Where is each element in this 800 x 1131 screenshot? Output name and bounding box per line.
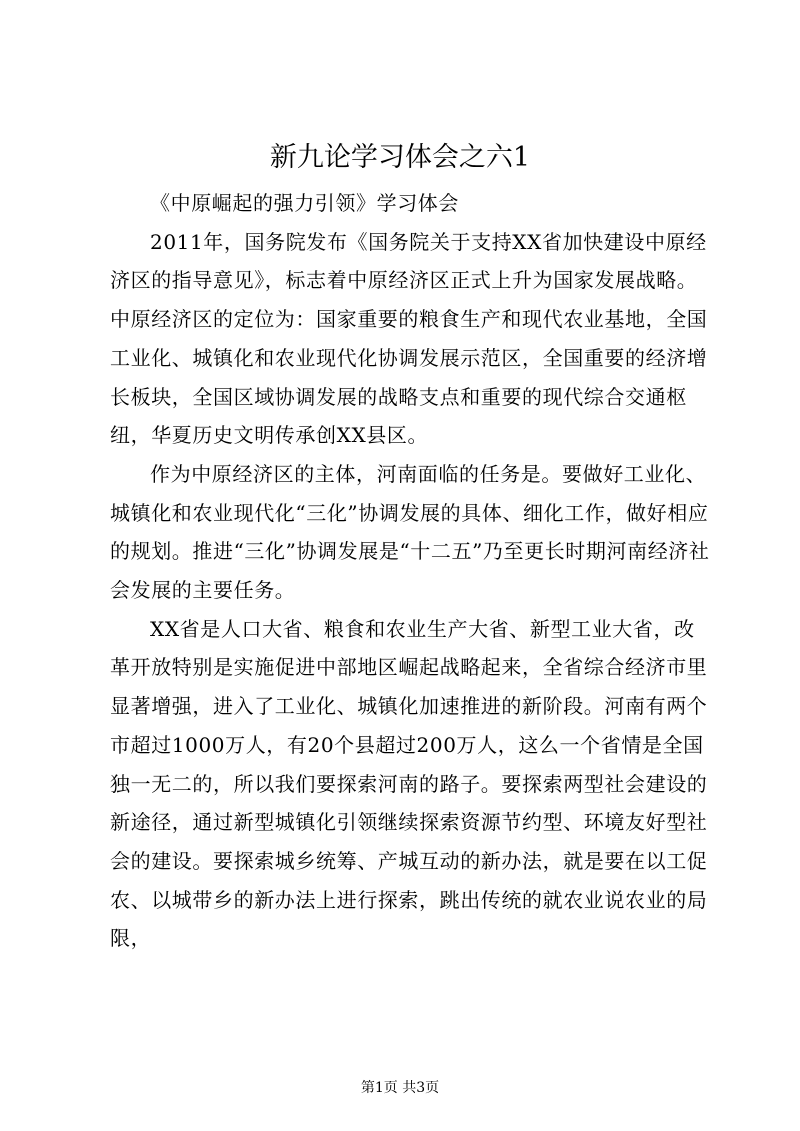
document-title: 新九论学习体会之六1 bbox=[269, 142, 531, 173]
paragraph-2: 作为中原经济区的主体，河南面临的任务是。要做好工业化、城镇化和农业现代化“三化”协调发展的具体、细化工作，做好相应的规划。推进“三化”协调发展是“十二五”乃至更长时期河南经济社会发展的主要任务。 bbox=[110, 461, 710, 603]
document-body bbox=[110, 184, 715, 958]
page-footer: 第1页 共3页 bbox=[360, 1080, 440, 1096]
paragraph-subtitle: 《中原崛起的强力引领》学习体会 bbox=[150, 191, 459, 215]
paragraph-3: XX省是人口大省、粮食和农业生产大省、新型工业大省，改革开放特别是实施促进中部地区崛起战略起来，全省综合经济市里显著增强，进入了工业化、城镇化加速推进的新阶段。河南有两个市超过1000万人，有20个县超过200万人，这么一个省情是全国独一无二的，所以我们要探索河南的路子。要探索两型社会建设的新途径，通过新型城镇化引领继续探索资源节约型、环境友好型社会的建设。要探索城乡统筹、产城互动的新办法，就是要在以工促农、以城带乡的新办法上进行探索，跳出传统的就农业说农业的局限， bbox=[110, 616, 708, 951]
paragraph-1: 2011年，国务院发布《国务院关于支持XX省加快建设中原经济区的指导意见》，标志着中原经济区正式上升为国家发展战略。中原经济区的定位为：国家重要的粮食生产和现代农业基地，全国工业化、城镇化和农业现代化协调发展示范区，全国重要的经济增长板块，全国区域协调发展的战略支点和重要的现代综合交通枢纽，华夏历史文明传承创XX县区。 bbox=[110, 229, 708, 448]
